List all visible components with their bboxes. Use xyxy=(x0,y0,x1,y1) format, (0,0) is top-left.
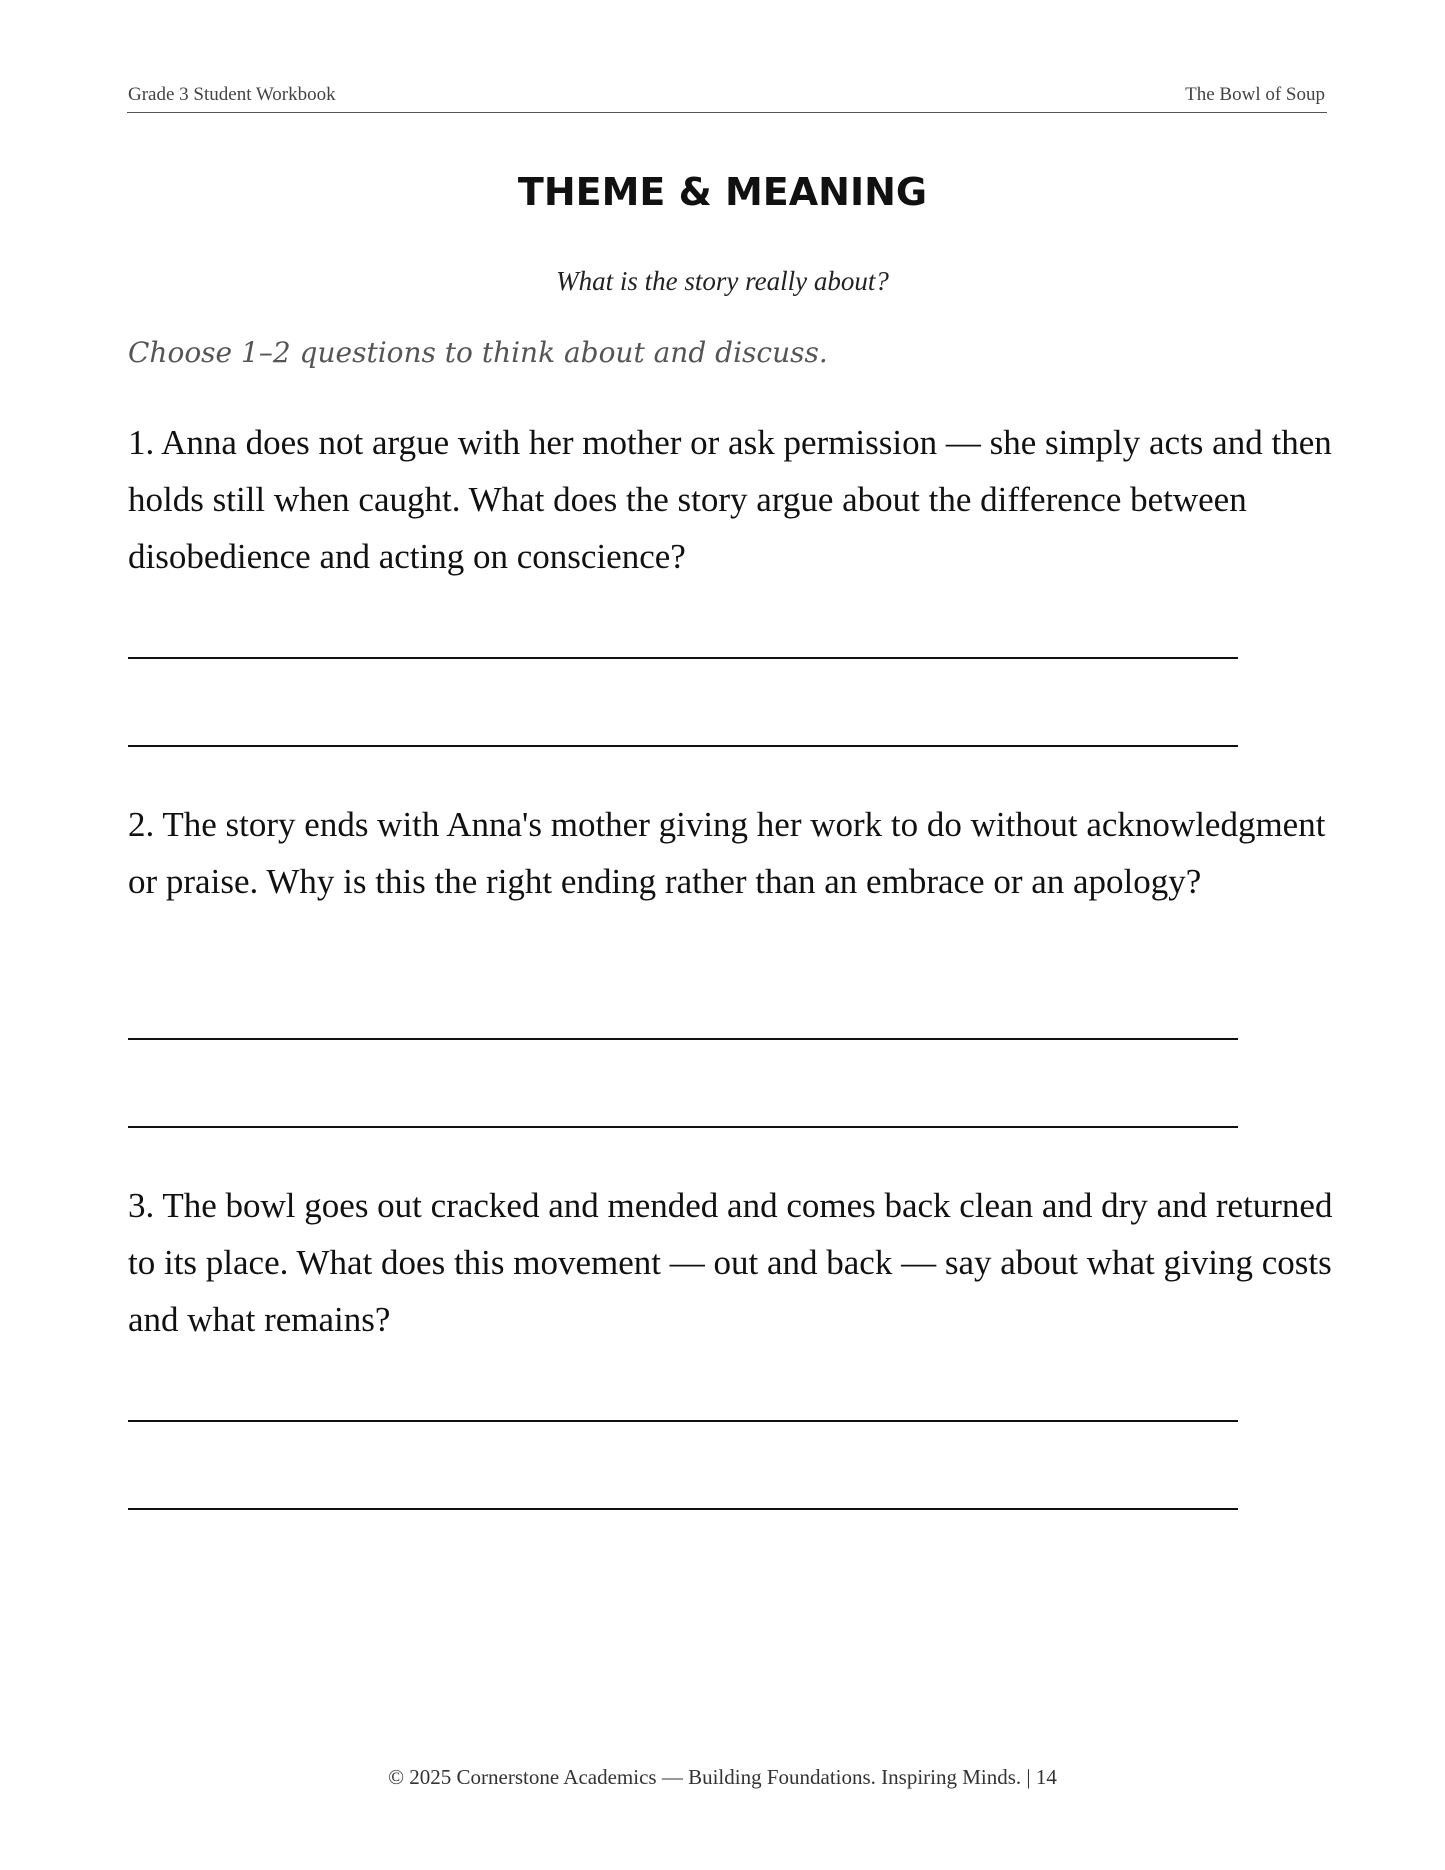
page-subtitle: What is the story really about? xyxy=(556,266,889,296)
answer-line-1b[interactable] xyxy=(128,745,1238,747)
header-story-title: The Bowl of Soup xyxy=(1185,84,1325,105)
answer-line-2a[interactable] xyxy=(128,1038,1238,1040)
page-footer: © 2025 Cornerstone Academics — Building Foundations. Inspiring Minds. | 14 xyxy=(388,1765,1057,1789)
answer-line-3a[interactable] xyxy=(128,1420,1238,1422)
question-1: 1. Anna does not argue with her mother or ask permission — she simply acts and then holds still when caught. What does the story argue about the difference between disobedience and acting on conscience? xyxy=(128,423,1332,576)
question-3: 3. The bowl goes out cracked and mended and comes back clean and dry and returned to its place. What does this movement — out and back — say about what giving costs and what remains? xyxy=(128,1186,1333,1339)
page-title: THEME & MEANING xyxy=(517,170,928,214)
instructions: Choose 1–2 questions to think about and discuss. xyxy=(128,336,828,369)
answer-line-2b[interactable] xyxy=(128,1126,1238,1128)
page-header xyxy=(127,80,1327,113)
question-2: 2. The story ends with Anna's mother giving her work to do without acknowledgment or praise. Why is this the right ending rather than an embrace or an apology? xyxy=(128,805,1326,901)
answer-line-1a[interactable] xyxy=(128,657,1238,659)
answer-line-3b[interactable] xyxy=(128,1508,1238,1510)
header-workbook-title: Grade 3 Student Workbook xyxy=(128,84,336,105)
